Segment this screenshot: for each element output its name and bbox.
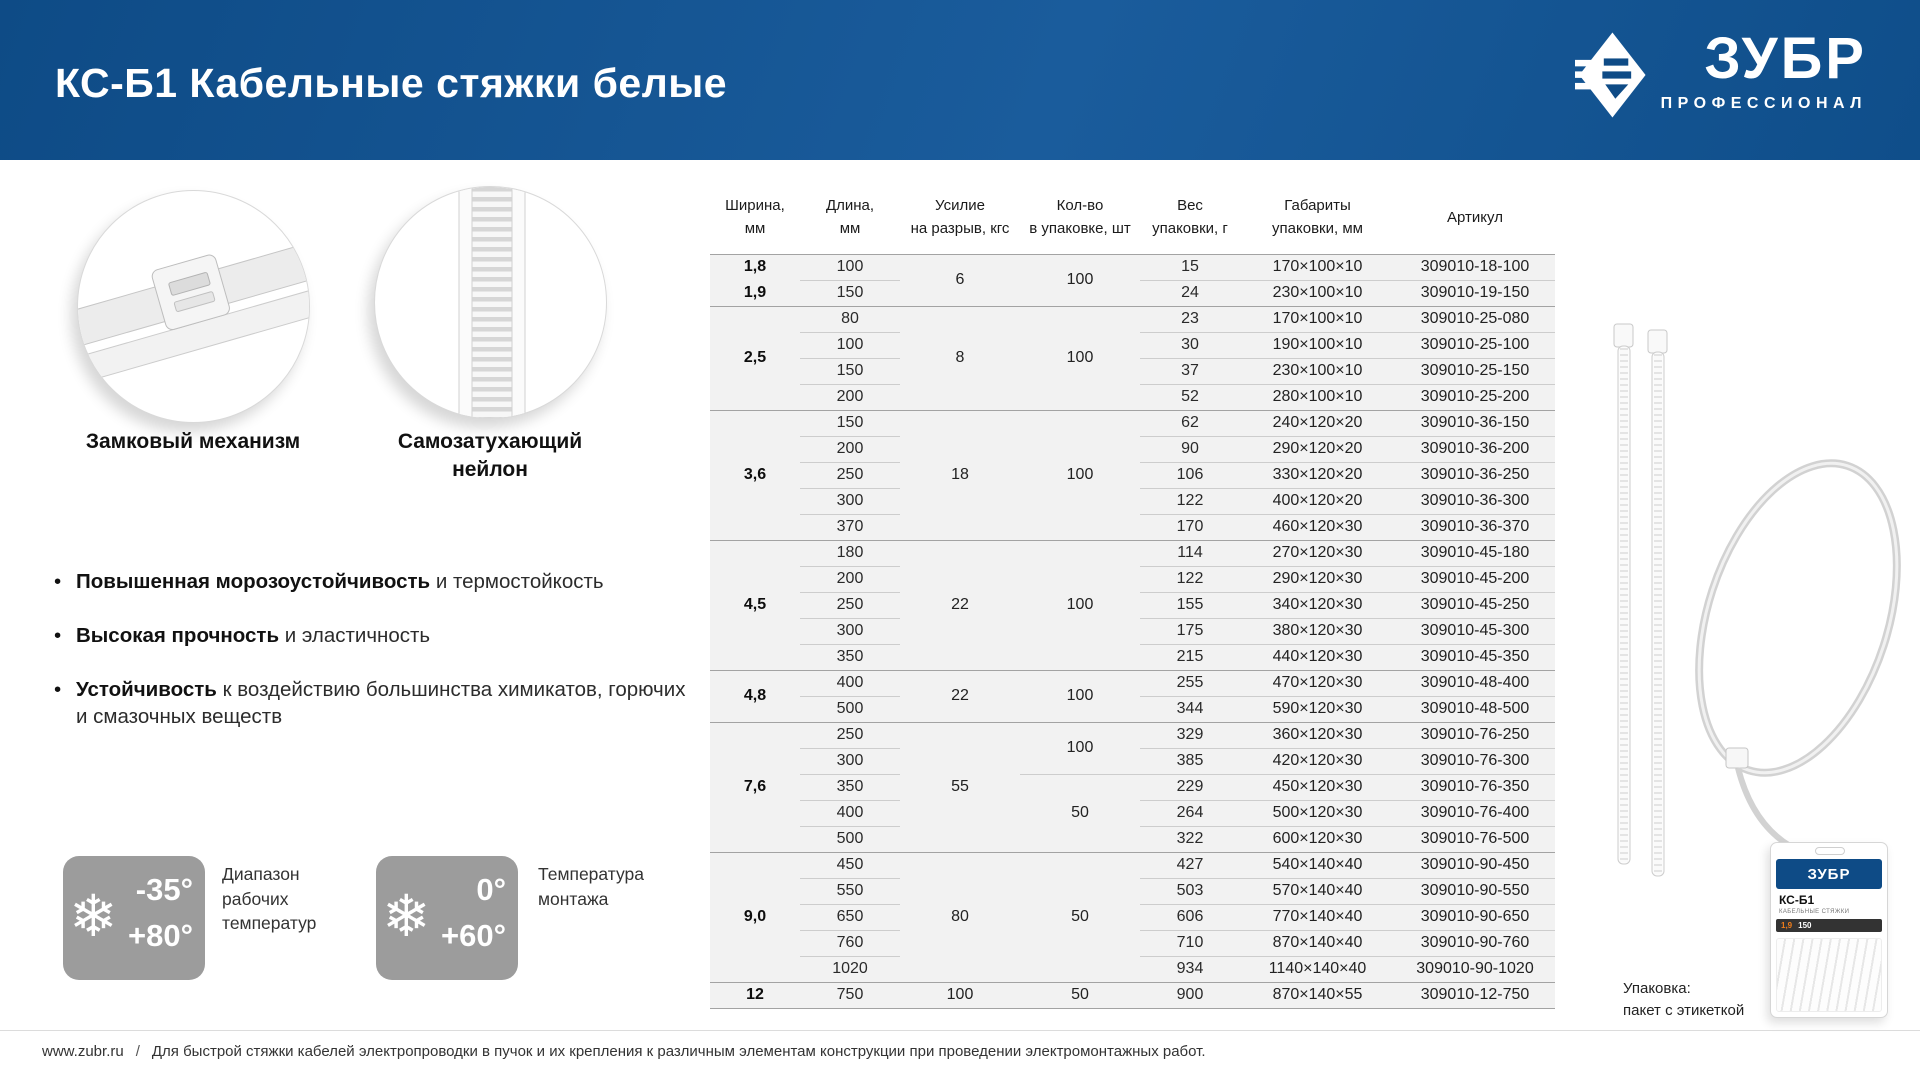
table-cell: 340×120×30 bbox=[1240, 592, 1395, 618]
table-cell: 770×140×40 bbox=[1240, 904, 1395, 930]
table-cell: 400×120×20 bbox=[1240, 488, 1395, 514]
table-cell: 1020 bbox=[800, 956, 900, 982]
table-cell: 50 bbox=[1020, 774, 1140, 852]
package-brand-band bbox=[1776, 859, 1882, 889]
snowflake-icon: ❄ bbox=[69, 884, 118, 949]
nylon-texture-drawing bbox=[375, 187, 607, 419]
table-cell: 329 bbox=[1140, 722, 1240, 748]
lock-mechanism-image bbox=[77, 190, 310, 423]
mounting-temperature-badge bbox=[376, 856, 518, 980]
table-cell: 290×120×30 bbox=[1240, 566, 1395, 592]
footer-divider bbox=[0, 1030, 1920, 1031]
table-cell: 427 bbox=[1140, 852, 1240, 878]
table-cell: 300 bbox=[800, 618, 900, 644]
table-cell: 600×120×30 bbox=[1240, 826, 1395, 852]
bullet-bold-text: Повышенная морозоустойчивость bbox=[76, 570, 431, 593]
table-cell: 270×120×30 bbox=[1240, 540, 1395, 566]
table-row bbox=[710, 982, 1555, 1008]
bullet-rest-text: и эластичность bbox=[279, 624, 431, 648]
table-cell: 250 bbox=[800, 722, 900, 748]
table-cell: 250 bbox=[800, 592, 900, 618]
table-cell: 309010-76-300 bbox=[1395, 748, 1555, 774]
table-cell: 170×100×10 bbox=[1240, 306, 1395, 332]
straight-cable-tie-1 bbox=[1614, 324, 1633, 864]
table-cell: 90 bbox=[1140, 436, 1240, 462]
table-cell: 4,5 bbox=[710, 540, 800, 670]
table-cell: 230×100×10 bbox=[1240, 280, 1395, 306]
table-cell: 500×120×30 bbox=[1240, 800, 1395, 826]
table-cell: 22 bbox=[900, 540, 1020, 670]
package-caption-line2: пакет с этикеткой bbox=[1623, 1001, 1745, 1019]
table-cell: 760 bbox=[800, 930, 900, 956]
table-cell: 309010-76-500 bbox=[1395, 826, 1555, 852]
temp-min: 0° bbox=[476, 872, 506, 907]
spec-table bbox=[710, 186, 1555, 1009]
table-cell: 55 bbox=[900, 722, 1020, 852]
table-cell: 710 bbox=[1140, 930, 1240, 956]
package-model: КС-Б1 bbox=[1779, 893, 1815, 907]
table-cell: 385 bbox=[1140, 748, 1240, 774]
table-cell: 24 bbox=[1140, 280, 1240, 306]
table-cell: 309010-90-1020 bbox=[1395, 956, 1555, 982]
table-row bbox=[710, 254, 1555, 280]
table-cell: 100 bbox=[1020, 722, 1140, 774]
table-cell: 150 bbox=[800, 358, 900, 384]
table-cell: 309010-90-760 bbox=[1395, 930, 1555, 956]
table-cell: 309010-90-550 bbox=[1395, 878, 1555, 904]
table-cell: 450 bbox=[800, 852, 900, 878]
package-caption bbox=[1623, 978, 1744, 1022]
table-cell: 250 bbox=[800, 462, 900, 488]
table-cell: 590×120×30 bbox=[1240, 696, 1395, 722]
table-cell: 9,0 bbox=[710, 852, 800, 982]
table-cell: 309010-25-080 bbox=[1395, 306, 1555, 332]
lock-mechanism-caption: Замковый механизм bbox=[85, 430, 301, 453]
brand-logo bbox=[1575, 26, 1867, 118]
column-header-sku: Артикул bbox=[1395, 186, 1555, 254]
table-cell: 80 bbox=[800, 306, 900, 332]
column-header-length: Длина, мм bbox=[800, 186, 900, 254]
table-cell: 309010-19-150 bbox=[1395, 280, 1555, 306]
table-cell: 100 bbox=[800, 254, 900, 280]
table-cell: 360×120×30 bbox=[1240, 722, 1395, 748]
spec-table-header bbox=[710, 186, 1555, 254]
table-cell: 550 bbox=[800, 878, 900, 904]
table-cell: 934 bbox=[1140, 956, 1240, 982]
page-title: КС-Б1 Кабельные стяжки белые bbox=[55, 60, 728, 106]
table-cell: 309010-45-180 bbox=[1395, 540, 1555, 566]
table-cell: 1140×140×40 bbox=[1240, 956, 1395, 982]
table-cell: 12 bbox=[710, 982, 800, 1008]
table-cell: 750 bbox=[800, 982, 900, 1008]
table-cell: 344 bbox=[1140, 696, 1240, 722]
table-cell: 309010-18-100 bbox=[1395, 254, 1555, 280]
nylon-caption: Самозатухающий нейлон bbox=[397, 430, 583, 482]
table-cell: 122 bbox=[1140, 566, 1240, 592]
package-size-length: 150 bbox=[1798, 921, 1812, 930]
brand-subtitle: ПРОФЕССИОНАЛ bbox=[1660, 95, 1867, 112]
footer bbox=[42, 1043, 1206, 1060]
table-cell: 309010-76-400 bbox=[1395, 800, 1555, 826]
table-cell: 100 bbox=[900, 982, 1020, 1008]
table-cell: 100 bbox=[800, 332, 900, 358]
package-ties-window bbox=[1776, 938, 1882, 1012]
table-cell: 309010-25-200 bbox=[1395, 384, 1555, 410]
table-cell: 309010-76-350 bbox=[1395, 774, 1555, 800]
table-cell: 300 bbox=[800, 748, 900, 774]
table-cell: 1,8 bbox=[710, 254, 800, 280]
feature-bullet bbox=[52, 568, 692, 595]
table-row bbox=[710, 540, 1555, 566]
table-cell: 62 bbox=[1140, 410, 1240, 436]
table-cell: 30 bbox=[1140, 332, 1240, 358]
table-cell: 350 bbox=[800, 774, 900, 800]
table-cell: 400 bbox=[800, 800, 900, 826]
mounting-temperature-label: Температура монтажа bbox=[538, 864, 644, 909]
table-cell: 8 bbox=[900, 306, 1020, 410]
table-cell: 215 bbox=[1140, 644, 1240, 670]
snowflake-icon: ❄ bbox=[382, 884, 431, 949]
table-cell: 100 bbox=[1020, 540, 1140, 670]
package-caption-line1: Упаковка: bbox=[1623, 980, 1691, 997]
feature-bullet bbox=[52, 676, 692, 730]
table-cell: 6 bbox=[900, 254, 1020, 306]
table-cell: 350 bbox=[800, 644, 900, 670]
table-cell: 503 bbox=[1140, 878, 1240, 904]
table-cell: 309010-45-300 bbox=[1395, 618, 1555, 644]
table-cell: 470×120×30 bbox=[1240, 670, 1395, 696]
table-cell: 650 bbox=[800, 904, 900, 930]
column-header-qty: Кол-во в упаковке, шт bbox=[1020, 186, 1140, 254]
table-cell: 170×100×10 bbox=[1240, 254, 1395, 280]
lock-mechanism-drawing bbox=[78, 191, 310, 423]
table-row bbox=[710, 852, 1555, 878]
brand-name: ЗУБР bbox=[1704, 26, 1867, 91]
temp-min: -35° bbox=[135, 872, 193, 907]
table-cell: 309010-45-200 bbox=[1395, 566, 1555, 592]
column-header-width: Ширина, мм bbox=[710, 186, 800, 254]
table-cell: 100 bbox=[1020, 670, 1140, 722]
table-cell: 606 bbox=[1140, 904, 1240, 930]
table-cell: 309010-36-250 bbox=[1395, 462, 1555, 488]
table-cell: 80 bbox=[900, 852, 1020, 982]
package-subtitle: КАБЕЛЬНЫЕ СТЯЖКИ bbox=[1779, 909, 1850, 915]
table-cell: 309010-90-450 bbox=[1395, 852, 1555, 878]
table-cell: 309010-45-350 bbox=[1395, 644, 1555, 670]
table-cell: 200 bbox=[800, 566, 900, 592]
table-cell: 290×120×20 bbox=[1240, 436, 1395, 462]
nylon-texture-image bbox=[374, 186, 607, 419]
spec-table-body bbox=[710, 254, 1555, 1008]
table-cell: 540×140×40 bbox=[1240, 852, 1395, 878]
table-cell: 1,9 bbox=[710, 280, 800, 306]
table-cell: 2,5 bbox=[710, 306, 800, 410]
table-cell: 570×140×40 bbox=[1240, 878, 1395, 904]
table-cell: 3,6 bbox=[710, 410, 800, 540]
table-cell: 322 bbox=[1140, 826, 1240, 852]
feature-bullet-list bbox=[52, 568, 692, 757]
table-cell: 170 bbox=[1140, 514, 1240, 540]
table-row bbox=[710, 722, 1555, 748]
table-cell: 50 bbox=[1020, 982, 1140, 1008]
table-cell: 150 bbox=[800, 280, 900, 306]
package-size-strip bbox=[1776, 919, 1882, 932]
table-cell: 155 bbox=[1140, 592, 1240, 618]
table-cell: 52 bbox=[1140, 384, 1240, 410]
table-cell: 870×140×55 bbox=[1240, 982, 1395, 1008]
table-cell: 18 bbox=[900, 410, 1020, 540]
column-header-dims: Габариты упаковки, мм bbox=[1240, 186, 1395, 254]
table-cell: 440×120×30 bbox=[1240, 644, 1395, 670]
temp-max: +80° bbox=[128, 918, 193, 953]
table-cell: 264 bbox=[1140, 800, 1240, 826]
table-cell: 15 bbox=[1140, 254, 1240, 280]
table-cell: 114 bbox=[1140, 540, 1240, 566]
table-cell: 240×120×20 bbox=[1240, 410, 1395, 436]
table-cell: 229 bbox=[1140, 774, 1240, 800]
table-cell: 500 bbox=[800, 826, 900, 852]
feature-bullet bbox=[52, 622, 692, 649]
table-cell: 309010-36-150 bbox=[1395, 410, 1555, 436]
table-cell: 230×100×10 bbox=[1240, 358, 1395, 384]
table-cell: 309010-25-150 bbox=[1395, 358, 1555, 384]
table-cell: 280×100×10 bbox=[1240, 384, 1395, 410]
table-cell: 50 bbox=[1020, 852, 1140, 982]
temp-max: +60° bbox=[441, 918, 506, 953]
table-cell: 22 bbox=[900, 670, 1020, 722]
table-cell: 870×140×40 bbox=[1240, 930, 1395, 956]
bullet-bold-text: Устойчивость bbox=[76, 678, 217, 702]
bullet-bold-text: Высокая прочность bbox=[76, 624, 280, 648]
table-cell: 309010-48-400 bbox=[1395, 670, 1555, 696]
table-cell: 309010-36-200 bbox=[1395, 436, 1555, 462]
package-hang-hole bbox=[1815, 847, 1845, 855]
column-header-weight: Вес упаковки, г bbox=[1140, 186, 1240, 254]
brand-text-block bbox=[1660, 26, 1867, 113]
table-cell: 175 bbox=[1140, 618, 1240, 644]
table-row bbox=[710, 670, 1555, 696]
table-cell: 370 bbox=[800, 514, 900, 540]
table-cell: 380×120×30 bbox=[1240, 618, 1395, 644]
table-cell: 122 bbox=[1140, 488, 1240, 514]
table-row bbox=[710, 410, 1555, 436]
footer-description: Для быстрой стяжки кабелей электропроводки в пучок и их крепления к различным элементам конструкции при проведении электромонтажных работ. bbox=[151, 1043, 1206, 1060]
table-cell: 309010-90-650 bbox=[1395, 904, 1555, 930]
header-band bbox=[0, 0, 1920, 160]
table-cell: 190×100×10 bbox=[1240, 332, 1395, 358]
table-cell: 150 bbox=[800, 410, 900, 436]
table-cell: 300 bbox=[800, 488, 900, 514]
table-cell: 460×120×30 bbox=[1240, 514, 1395, 540]
table-cell: 37 bbox=[1140, 358, 1240, 384]
table-cell: 106 bbox=[1140, 462, 1240, 488]
looped-cable-tie bbox=[1663, 438, 1918, 846]
table-cell: 100 bbox=[1020, 410, 1140, 540]
table-cell: 4,8 bbox=[710, 670, 800, 722]
footer-separator: / bbox=[135, 1043, 140, 1060]
table-cell: 309010-76-250 bbox=[1395, 722, 1555, 748]
table-cell: 200 bbox=[800, 384, 900, 410]
table-row bbox=[710, 774, 1555, 800]
table-cell: 420×120×30 bbox=[1240, 748, 1395, 774]
straight-cable-tie-2 bbox=[1648, 330, 1667, 876]
package-image bbox=[1770, 842, 1888, 1018]
package-brand: ЗУБР bbox=[1807, 865, 1851, 883]
table-cell: 500 bbox=[800, 696, 900, 722]
table-cell: 309010-36-300 bbox=[1395, 488, 1555, 514]
working-temperature-badge bbox=[63, 856, 205, 980]
cable-ties-photo bbox=[1598, 318, 1918, 888]
package-size-width: 1,9 bbox=[1781, 921, 1793, 930]
table-cell: 400 bbox=[800, 670, 900, 696]
bullet-rest-text: к воздействию большинства химикатов, горючих и смазочных веществ bbox=[76, 678, 686, 729]
table-cell: 100 bbox=[1020, 254, 1140, 306]
table-cell: 309010-48-500 bbox=[1395, 696, 1555, 722]
table-cell: 330×120×20 bbox=[1240, 462, 1395, 488]
table-cell: 309010-25-100 bbox=[1395, 332, 1555, 358]
table-cell: 100 bbox=[1020, 306, 1140, 410]
table-cell: 309010-12-750 bbox=[1395, 982, 1555, 1008]
footer-site: www.zubr.ru bbox=[42, 1043, 124, 1060]
table-cell: 309010-36-370 bbox=[1395, 514, 1555, 540]
table-cell: 309010-45-250 bbox=[1395, 592, 1555, 618]
working-temperature-label: Диапазон рабочих температур bbox=[222, 864, 317, 933]
table-row bbox=[710, 306, 1555, 332]
column-header-force: Усилие на разрыв, кгс bbox=[900, 186, 1020, 254]
table-cell: 200 bbox=[800, 436, 900, 462]
table-cell: 7,6 bbox=[710, 722, 800, 852]
zubr-logo-icon bbox=[1575, 32, 1647, 118]
bullet-rest-text: и термостойкость bbox=[430, 570, 604, 593]
table-cell: 180 bbox=[800, 540, 900, 566]
table-cell: 255 bbox=[1140, 670, 1240, 696]
table-cell: 450×120×30 bbox=[1240, 774, 1395, 800]
table-cell: 23 bbox=[1140, 306, 1240, 332]
table-cell: 900 bbox=[1140, 982, 1240, 1008]
